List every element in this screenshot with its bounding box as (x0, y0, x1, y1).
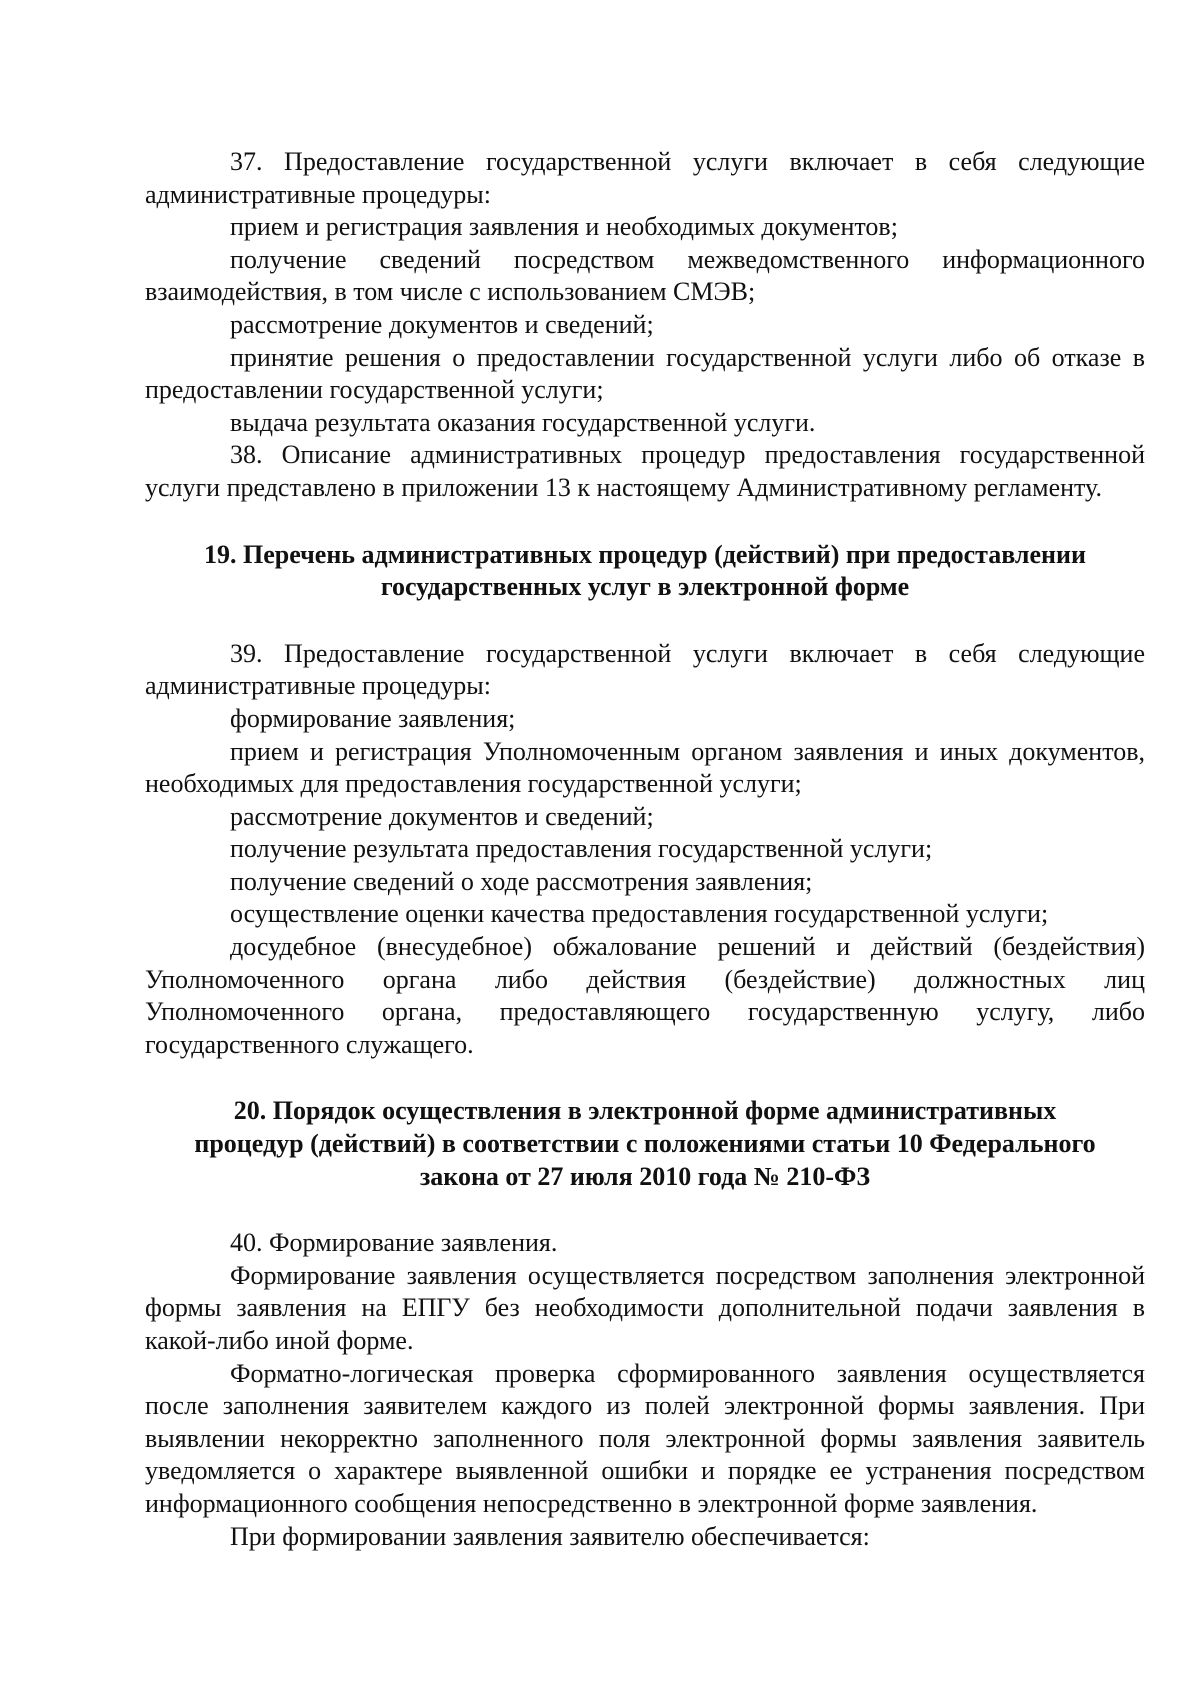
list-item-interagency: получение сведений посредством межведомственного информационного взаимодействия, в том числе с использованием СМЭВ; (145, 244, 1145, 307)
section-heading-19-line2: государственных услуг в электронной форме (380, 572, 910, 602)
list-item-review-docs: рассмотрение документов и сведений; (230, 801, 654, 831)
paragraph-37: 37. Предоставление государственной услуги включает в себя следующие административные процедуры: (145, 147, 1145, 209)
list-item-quality-assessment: осуществление оценки качества предоставления государственной услуги; (230, 899, 1049, 929)
section-heading-20 (145, 1095, 1145, 1193)
paragraph-form-application: Формирование заявления осуществляется посредством заполнения электронной формы заявления на ЕПГУ без необходимости дополнительной подачи заявления в какой-либо иной форме. (145, 1260, 1145, 1355)
list-item-get-result: получение результата предоставления государственной услуги; (230, 834, 933, 864)
list-item-form-application: формирование заявления; (230, 703, 516, 733)
list-item-status-info: получение сведений о ходе рассмотрения заявления; (230, 866, 813, 896)
list-item-reception: прием и регистрация заявления и необходимых документов; (230, 212, 898, 242)
section-heading-19 (145, 539, 1145, 604)
list-item-decision: принятие решения о предоставлении государственной услуги либо об отказе в предоставлении государственной услуги; (145, 342, 1145, 405)
list-item-issue-result: выдача результата оказания государственной услуги. (230, 407, 816, 437)
section-heading-20-line2: процедур (действий) в соответствии с положениями статьи 10 Федерального (194, 1129, 1096, 1159)
section-heading-20-line3: закона от 27 июля 2010 года № 210-ФЗ (419, 1161, 871, 1191)
document-page (145, 146, 1145, 1553)
section-heading-19-line1: 19. Перечень административных процедур (действий) при предоставлении (204, 539, 1086, 569)
list-item-review: рассмотрение документов и сведений; (230, 309, 654, 339)
paragraph-40: 40. Формирование заявления. (230, 1228, 558, 1258)
list-item-registration: прием и регистрация Уполномоченным органом заявления и иных документов, необходимых для предоставления государственной услуги; (145, 736, 1145, 799)
paragraph-38: 38. Описание административных процедур предоставления государственной услуги представлено в приложении 13 к настоящему Административному регламенту. (145, 440, 1145, 502)
paragraph-format-check: Форматно-логическая проверка сформированного заявления осуществляется после заполнения заявителем каждого из полей электронной формы заявления. При выявлении некорректно заполненного поля электронной формы заявления заявитель уведомляется о характере выявленной ошибки и порядке ее устранения посредством информационного сообщения непосредственно в электронной форме заявления. (145, 1358, 1145, 1518)
paragraph-39: 39. Предоставление государственной услуги включает в себя следующие административные процедуры: (145, 638, 1145, 701)
list-item-appeal: досудебное (внесудебное) обжалование решений и действий (бездействия) Уполномоченного органа либо действия (бездействие) должностных лиц Уполномоченного органа, предоставляющего государственную услугу, либо государственного служащего. (145, 932, 1145, 1059)
paragraph-provided: При формировании заявления заявителю обеспечивается: (230, 1521, 870, 1551)
section-heading-20-line1: 20. Порядок осуществления в электронной форме административных (233, 1096, 1057, 1126)
